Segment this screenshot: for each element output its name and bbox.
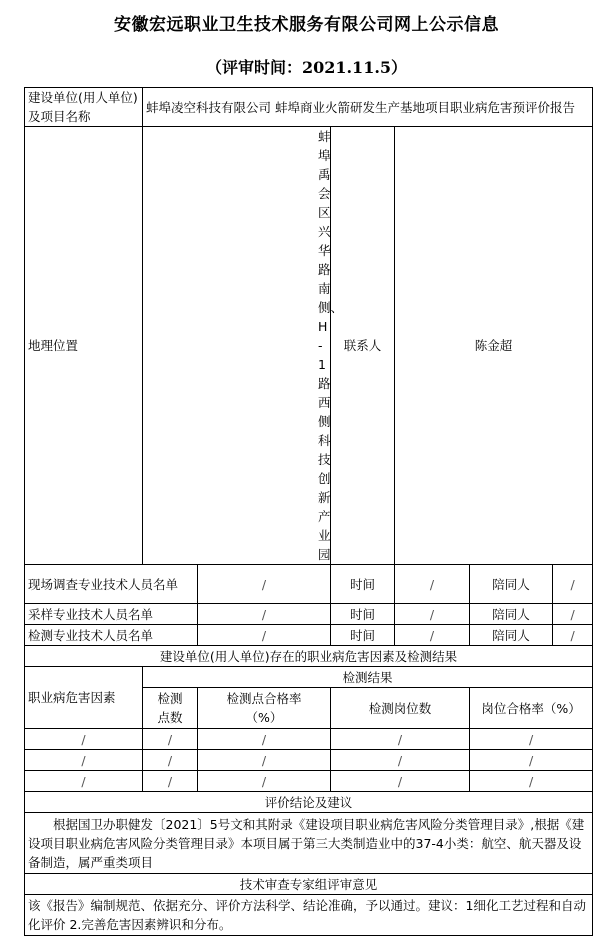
conclusion-title-row — [25, 792, 593, 813]
hazard-title-row — [25, 646, 593, 667]
cell-points: / — [143, 771, 198, 792]
time-value: / — [395, 565, 470, 604]
staff-label: 现场调查专业技术人员名单 — [25, 565, 198, 604]
cell-posts: / — [331, 771, 470, 792]
project-label: 建设单位(用人单位)及项目名称 — [25, 88, 143, 127]
cell-point-rate: / — [198, 771, 331, 792]
cell-post-rate: / — [470, 771, 593, 792]
companion-value: / — [553, 604, 593, 625]
staff-label: 采样专业技术人员名单 — [25, 604, 198, 625]
contact-label: 联系人 — [331, 127, 395, 565]
cell-post-rate: / — [470, 729, 593, 750]
page-title: 安徽宏远职业卫生技术服务有限公司网上公示信息 — [114, 15, 499, 35]
cell-points: / — [143, 750, 198, 771]
conclusion-title: 评价结论及建议 — [25, 792, 593, 813]
column-header: 岗位合格率（%） — [470, 688, 593, 729]
cell-factor: / — [25, 729, 143, 750]
table-row — [25, 771, 593, 792]
cell-points: / — [143, 729, 198, 750]
cell-factor: / — [25, 750, 143, 771]
companion-label: 陪同人 — [470, 565, 553, 604]
companion-label: 陪同人 — [470, 625, 553, 646]
time-value: / — [395, 604, 470, 625]
expert-text: 该《报告》编制规范、依据充分、评价方法科学、结论准确，予以通过。建议：1细化工艺过程和自动化评价 2.完善危害因素辨识和分布。 — [25, 895, 593, 936]
expert-title: 技术审查专家组评审意见 — [25, 874, 593, 895]
table-row — [25, 729, 593, 750]
location-value: 蚌埠禹会区兴华路南侧、H-1路西侧科技创新产业园 — [143, 127, 331, 565]
conclusion-text: 根据国卫办职健发〔2021〕5号文和其附录《建设项目职业病危害风险分类管理目录》,根据《建设项目职业病危害风险分类管理目录》本项目属于第三大类制造业中的37-4小类：航空、航天器及设备制造，属严重类项目 — [25, 813, 593, 874]
cell-point-rate: / — [198, 750, 331, 771]
staff-label: 检测专业技术人员名单 — [25, 625, 198, 646]
table-row — [25, 750, 593, 771]
hazard-section-title: 建设单位(用人单位)存在的职业病危害因素及检测结果 — [25, 646, 593, 667]
staff-row — [25, 604, 593, 625]
companion-value: / — [553, 565, 593, 604]
staff-value: / — [198, 565, 331, 604]
column-header: 检测点合格率（%） — [198, 688, 331, 729]
project-row — [25, 88, 593, 127]
expert-row — [25, 895, 593, 936]
cell-posts: / — [331, 729, 470, 750]
location-row — [25, 127, 593, 565]
expert-title-row — [25, 874, 593, 895]
conclusion-row — [25, 813, 593, 874]
staff-value: / — [198, 625, 331, 646]
staff-row — [25, 565, 593, 604]
time-label: 时间 — [331, 565, 395, 604]
review-time: （评审时间：2021.11.5） — [205, 58, 408, 77]
companion-value: / — [553, 625, 593, 646]
location-label: 地理位置 — [25, 127, 143, 565]
cell-factor: / — [25, 771, 143, 792]
results-header: 检测结果 — [143, 667, 593, 688]
time-value: / — [395, 625, 470, 646]
time-label: 时间 — [331, 625, 395, 646]
cell-point-rate: / — [198, 729, 331, 750]
staff-row — [25, 625, 593, 646]
factor-header: 职业病危害因素 — [25, 667, 143, 729]
hazard-header-row — [25, 667, 593, 688]
time-label: 时间 — [331, 604, 395, 625]
cell-posts: / — [331, 750, 470, 771]
companion-label: 陪同人 — [470, 604, 553, 625]
contact-value: 陈金超 — [395, 127, 593, 565]
cell-post-rate: / — [470, 750, 593, 771]
column-header: 检测点数 — [143, 688, 198, 729]
info-table — [24, 87, 593, 936]
project-value: 蚌埠凌空科技有限公司 蚌埠商业火箭研发生产基地项目职业病危害预评价报告 — [143, 88, 593, 127]
staff-value: / — [198, 604, 331, 625]
column-header: 检测岗位数 — [331, 688, 470, 729]
